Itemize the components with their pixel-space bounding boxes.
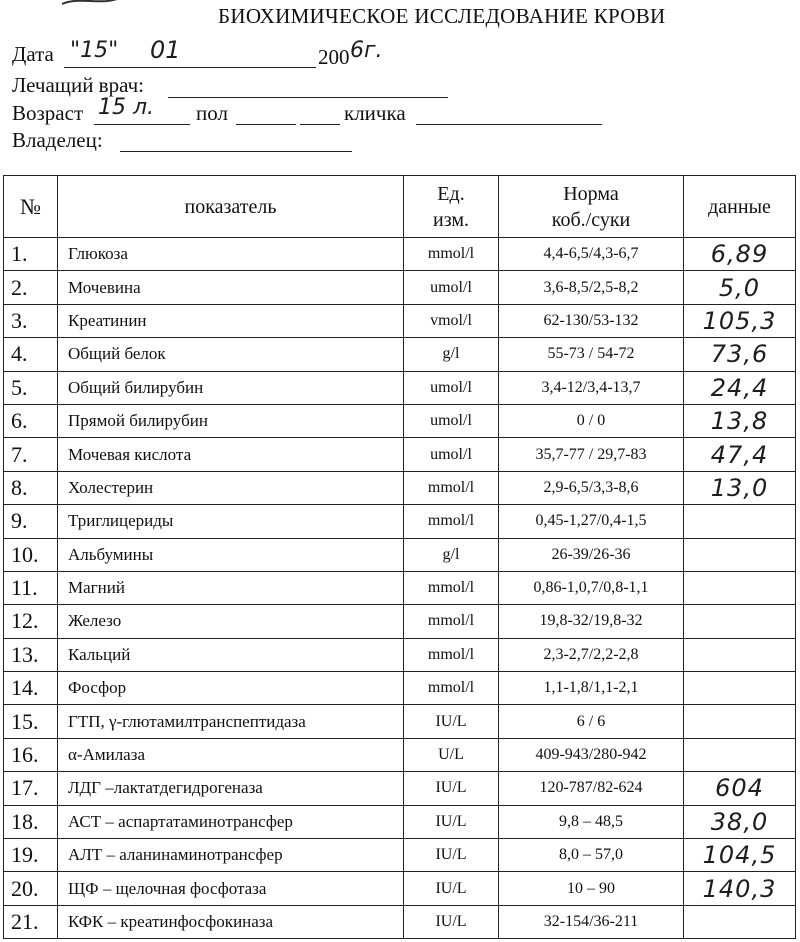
table-row (4, 538, 796, 571)
row-indicator: Общий билирубин (58, 371, 404, 404)
row-unit: U/L (404, 738, 499, 771)
row-value: 24,4 (684, 371, 796, 404)
table-row (4, 772, 796, 805)
table-row (4, 738, 796, 771)
row-number: 7. (4, 438, 58, 471)
col-header-indicator: показатель (58, 176, 404, 238)
row-indicator: Кальций (58, 638, 404, 671)
row-unit: IU/L (404, 905, 499, 938)
table-row (4, 839, 796, 872)
row-value (684, 538, 796, 571)
row-value: 13,0 (684, 471, 796, 504)
row-number: 13. (4, 638, 58, 671)
row-unit: vmol/l (404, 304, 499, 337)
row-indicator: Магний (58, 571, 404, 604)
row-value (684, 672, 796, 705)
row-value: 104,5 (684, 839, 796, 872)
table-row (4, 304, 796, 337)
row-number: 8. (4, 471, 58, 504)
row-indicator: ЩФ – щелочная фосфотаза (58, 872, 404, 905)
table-row (4, 338, 796, 371)
row-unit: umol/l (404, 271, 499, 304)
date-month: 01 (150, 36, 181, 64)
nickname-label: кличка (344, 101, 406, 125)
doctor-underline (168, 97, 448, 98)
signature-fragment (60, 0, 150, 8)
row-indicator: Прямой билирубин (58, 404, 404, 437)
row-value: 47,4 (684, 438, 796, 471)
row-number: 17. (4, 772, 58, 805)
age-label: Возраст (12, 101, 84, 125)
table-row (4, 872, 796, 905)
row-unit: mmol/l (404, 605, 499, 638)
table-row (4, 471, 796, 504)
row-value: 13,8 (684, 404, 796, 437)
nickname-pre-underline (300, 124, 340, 125)
row-unit: umol/l (404, 404, 499, 437)
row-indicator: КФК – креатинфосфокиназа (58, 905, 404, 938)
table-row (4, 505, 796, 538)
col-header-norm: Норма коб./суки (499, 176, 684, 238)
row-value (684, 505, 796, 538)
table-row (4, 271, 796, 304)
row-indicator: Мочевина (58, 271, 404, 304)
row-indicator: АЛТ – аланинаминотрансфер (58, 839, 404, 872)
table-header-row (4, 176, 796, 238)
row-number: 11. (4, 571, 58, 604)
row-number: 6. (4, 404, 58, 437)
row-indicator: Фосфор (58, 672, 404, 705)
row-number: 9. (4, 505, 58, 538)
row-unit: mmol/l (404, 571, 499, 604)
table-row (4, 705, 796, 738)
row-norm: 2,9-6,5/3,3-8,6 (499, 471, 684, 504)
col-header-data: данные (684, 176, 796, 238)
age-underline (94, 124, 190, 125)
row-unit: IU/L (404, 705, 499, 738)
table-row (4, 438, 796, 471)
row-norm: 2,3-2,7/2,2-2,8 (499, 638, 684, 671)
row-value (684, 705, 796, 738)
row-unit: mmol/l (404, 505, 499, 538)
table-row (4, 905, 796, 938)
row-number: 12. (4, 605, 58, 638)
row-norm: 9,8 – 48,5 (499, 805, 684, 838)
row-value (684, 738, 796, 771)
row-number: 10. (4, 538, 58, 571)
row-unit: mmol/l (404, 672, 499, 705)
owner-underline (120, 151, 352, 152)
row-unit: mmol/l (404, 638, 499, 671)
row-norm: 3,6-8,5/2,5-8,2 (499, 271, 684, 304)
row-norm: 3,4-12/3,4-13,7 (499, 371, 684, 404)
row-number: 15. (4, 705, 58, 738)
row-indicator: Холестерин (58, 471, 404, 504)
row-norm: 0,86-1,0,7/0,8-1,1 (499, 571, 684, 604)
sex-label: пол (196, 101, 228, 125)
row-norm: 26-39/26-36 (499, 538, 684, 571)
row-number: 3. (4, 304, 58, 337)
row-norm: 6 / 6 (499, 705, 684, 738)
row-indicator: ЛДГ –лактатдегидрогеназа (58, 772, 404, 805)
sex-underline (236, 124, 296, 125)
row-norm: 55-73 / 54-72 (499, 338, 684, 371)
row-value (684, 571, 796, 604)
row-norm: 0 / 0 (499, 404, 684, 437)
table-row (4, 672, 796, 705)
row-norm: 62-130/53-132 (499, 304, 684, 337)
row-norm: 120-787/82-624 (499, 772, 684, 805)
row-norm: 32-154/36-211 (499, 905, 684, 938)
year-prefix: 200 (318, 45, 350, 69)
row-unit: IU/L (404, 772, 499, 805)
row-unit: IU/L (404, 805, 499, 838)
row-norm: 1,1-1,8/1,1-2,1 (499, 672, 684, 705)
row-indicator: α-Амилаза (58, 738, 404, 771)
row-unit: mmol/l (404, 238, 499, 271)
biochemistry-table (3, 175, 796, 939)
row-value: 140,3 (684, 872, 796, 905)
table-row (4, 404, 796, 437)
age-value: 15 л. (98, 95, 155, 120)
row-norm: 0,45-1,27/0,4-1,5 (499, 505, 684, 538)
table-row (4, 371, 796, 404)
date-underline (64, 67, 316, 68)
doctor-label: Лечащий врач: (12, 73, 144, 97)
row-indicator: АСТ – аспартатаминотрансфер (58, 805, 404, 838)
year-handwritten: 6г. (350, 38, 383, 63)
row-norm: 35,7-77 / 29,7-83 (499, 438, 684, 471)
row-indicator: Триглицериды (58, 505, 404, 538)
row-value: 5,0 (684, 271, 796, 304)
row-value: 6,89 (684, 238, 796, 271)
row-number: 18. (4, 805, 58, 838)
col-header-unit: Ед. изм. (404, 176, 499, 238)
row-number: 20. (4, 872, 58, 905)
row-unit: g/l (404, 538, 499, 571)
row-unit: mmol/l (404, 471, 499, 504)
row-value: 38,0 (684, 805, 796, 838)
row-value: 105,3 (684, 304, 796, 337)
row-indicator: Мочевая кислота (58, 438, 404, 471)
row-number: 14. (4, 672, 58, 705)
row-indicator: Глюкоза (58, 238, 404, 271)
row-number: 1. (4, 238, 58, 271)
row-value (684, 905, 796, 938)
row-value: 604 (684, 772, 796, 805)
table-row (4, 571, 796, 604)
date-label: Дата (12, 42, 54, 66)
date-day: "15" (70, 38, 119, 63)
row-unit: IU/L (404, 872, 499, 905)
row-norm: 19,8-32/19,8-32 (499, 605, 684, 638)
row-indicator: Альбумины (58, 538, 404, 571)
row-norm: 409-943/280-942 (499, 738, 684, 771)
row-indicator: ГТП, γ-глютамилтранспептидаза (58, 705, 404, 738)
row-number: 4. (4, 338, 58, 371)
document-title: БИОХИМИЧЕСКОЕ ИССЛЕДОВАНИЕ КРОВИ (218, 4, 666, 28)
row-value (684, 605, 796, 638)
row-indicator: Железо (58, 605, 404, 638)
row-norm: 10 – 90 (499, 872, 684, 905)
row-unit: g/l (404, 338, 499, 371)
row-number: 2. (4, 271, 58, 304)
row-indicator: Креатинин (58, 304, 404, 337)
table-row (4, 805, 796, 838)
row-unit: umol/l (404, 371, 499, 404)
nickname-underline (416, 124, 602, 125)
owner-label: Владелец: (12, 128, 103, 152)
row-unit: IU/L (404, 839, 499, 872)
row-unit: umol/l (404, 438, 499, 471)
table-row (4, 605, 796, 638)
row-number: 16. (4, 738, 58, 771)
row-value (684, 638, 796, 671)
col-header-no: № (4, 176, 58, 238)
row-indicator: Общий белок (58, 338, 404, 371)
table-row (4, 238, 796, 271)
row-value: 73,6 (684, 338, 796, 371)
table-row (4, 638, 796, 671)
row-norm: 4,4-6,5/4,3-6,7 (499, 238, 684, 271)
row-number: 5. (4, 371, 58, 404)
row-number: 21. (4, 905, 58, 938)
row-norm: 8,0 – 57,0 (499, 839, 684, 872)
row-number: 19. (4, 839, 58, 872)
